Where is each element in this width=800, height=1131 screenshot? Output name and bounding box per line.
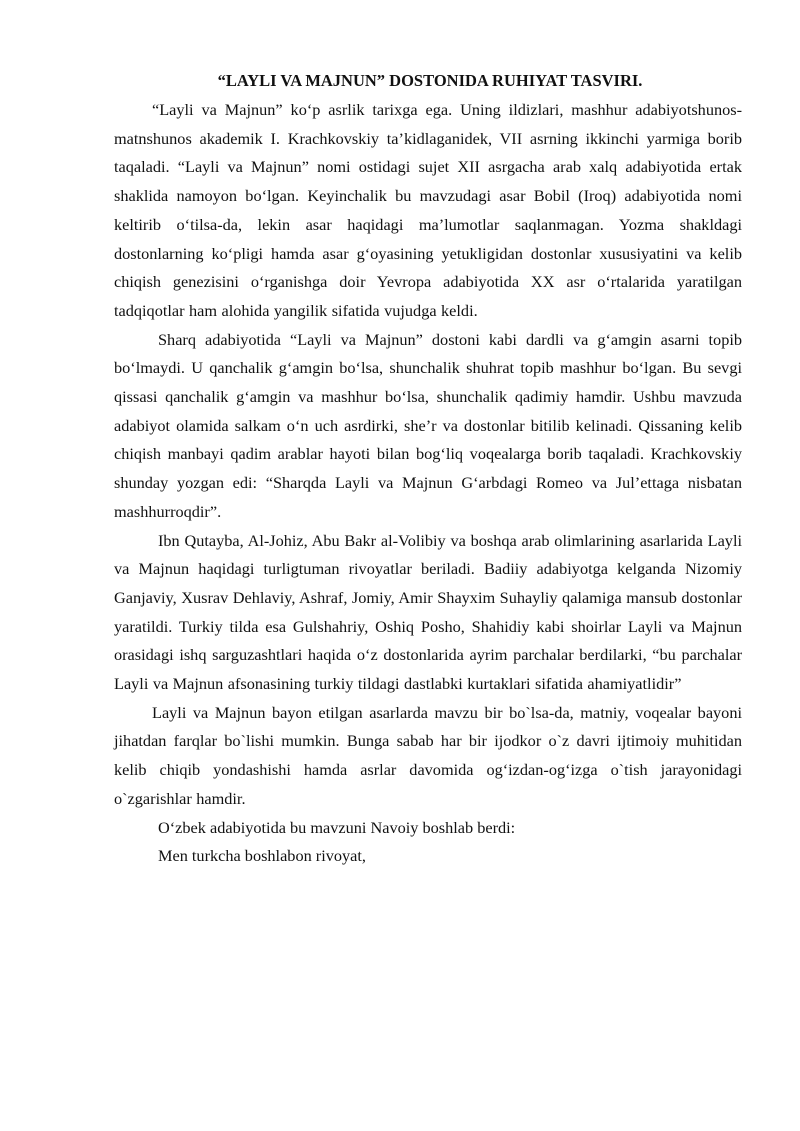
verse-line: Men turkcha boshlabon rivoyat, <box>158 846 366 866</box>
paragraph-differences: Layli va Majnun bayon etilgan asarlarda mavzu bir bo`lsa-da, matniy, voqealar bayoni jihatdan farqlar bo`lishi mumkin. Bunga sabab har bir ijodkor o`z davri ijtimoiy muhitidan kelib chiqib yondashishi hamda asrlar davomida og‘izdan-og‘izga o`tish jarayonidagi o`zgarishlar hamdir. <box>114 702 742 808</box>
document-title: “LAYLI VA MAJNUN” DOSTONIDA RUHIYAT TASVIRI. <box>217 71 643 90</box>
text-line-navoiy: O‘zbek adabiyotida bu mavzuni Navoiy boshlab berdi: <box>158 817 516 837</box>
paragraph-arab-scholars: Ibn Qutayba, Al-Johiz, Abu Bakr al-Volibiy va boshqa arab olimlarining asarlarida Layli va Majnun haqidagi turligtuman rivoyatlar beriladi. Badiiy adabiyotga kelganda Nizomiy Ganjaviy, Xusrav Dehlaviy, Ashraf, Jomiy, Amir Shayxim Suhayliy qalamiga mansub dostonlar yaratildi. Turkiy tilda esa Gulshahriy, Oshiq Posho, Shahidiy kabi shoirlar Layli va Majnun orasidagi ishq sarguzashtlari haqida o‘z dostonlarida ayrim parchalar berdilarki, “bu parchalar Layli va Majnun afsonasining turkiy tildagi dastlabki kurtaklari sifatida ahamiyatlidir” <box>114 530 742 694</box>
paragraph-eastern-literature: Sharq adabiyotida “Layli va Majnun” dostoni kabi dardli va g‘amgin asarni topib bo‘lmaydi. U qanchalik g‘amgin bo‘lsa, shunchalik shuhrat topib mashhur bo‘lgan. Bu sevgi qissasi qanchalik g‘amgin va mashhur bo‘lsa, shunchalik qadimiy hamdir. Ushbu mavzuda adabiyot olamida salkam o‘n uch asrdirki, she’r va dostonlar bitilib kelinadi. Qissaning kelib chiqish manbayi qadim arablar hayoti bilan bog‘liq voqealarga borib taqaladi. Krachkovskiy shunday yozgan edi: “Sharqda Layli va Majnun G‘arbdagi Romeo va Jul’ettaga nisbatan mashhurroqdir”. <box>114 329 742 521</box>
paragraph-history: “Layli va Majnun” ko‘p asrlik tarixga ega. Uning ildizlari, mashhur adabiyotshunos-matnshunos akademik I. Krachkovskiy ta’kidlaganidek, VII asrning ikkinchi yarmiga borib taqaladi. “Layli va Majnun” nomi ostidagi sujet XII asrgacha arab xalq adabiyotida ertak shaklida namoyon bo‘lgan. Keyinchalik bu mavzudagi asar Bobil (Iroq) adabiyotida nomi keltirib o‘tilsa-da, lekin asar haqidagi ma’lumotlar saqlanmagan. Yozma shakldagi dostonlarning ko‘pligi hamda asar g‘oyasining yetukligidan dostonlar xususiyatini va kelib chiqish genezisini o‘rganishga doir Yevropa adabiyotida XX asr o‘rtalarida yaratilgan tadqiqotlar ham alohida yangilik sifatida vujudga keldi. <box>114 100 742 320</box>
document-page <box>114 70 742 871</box>
